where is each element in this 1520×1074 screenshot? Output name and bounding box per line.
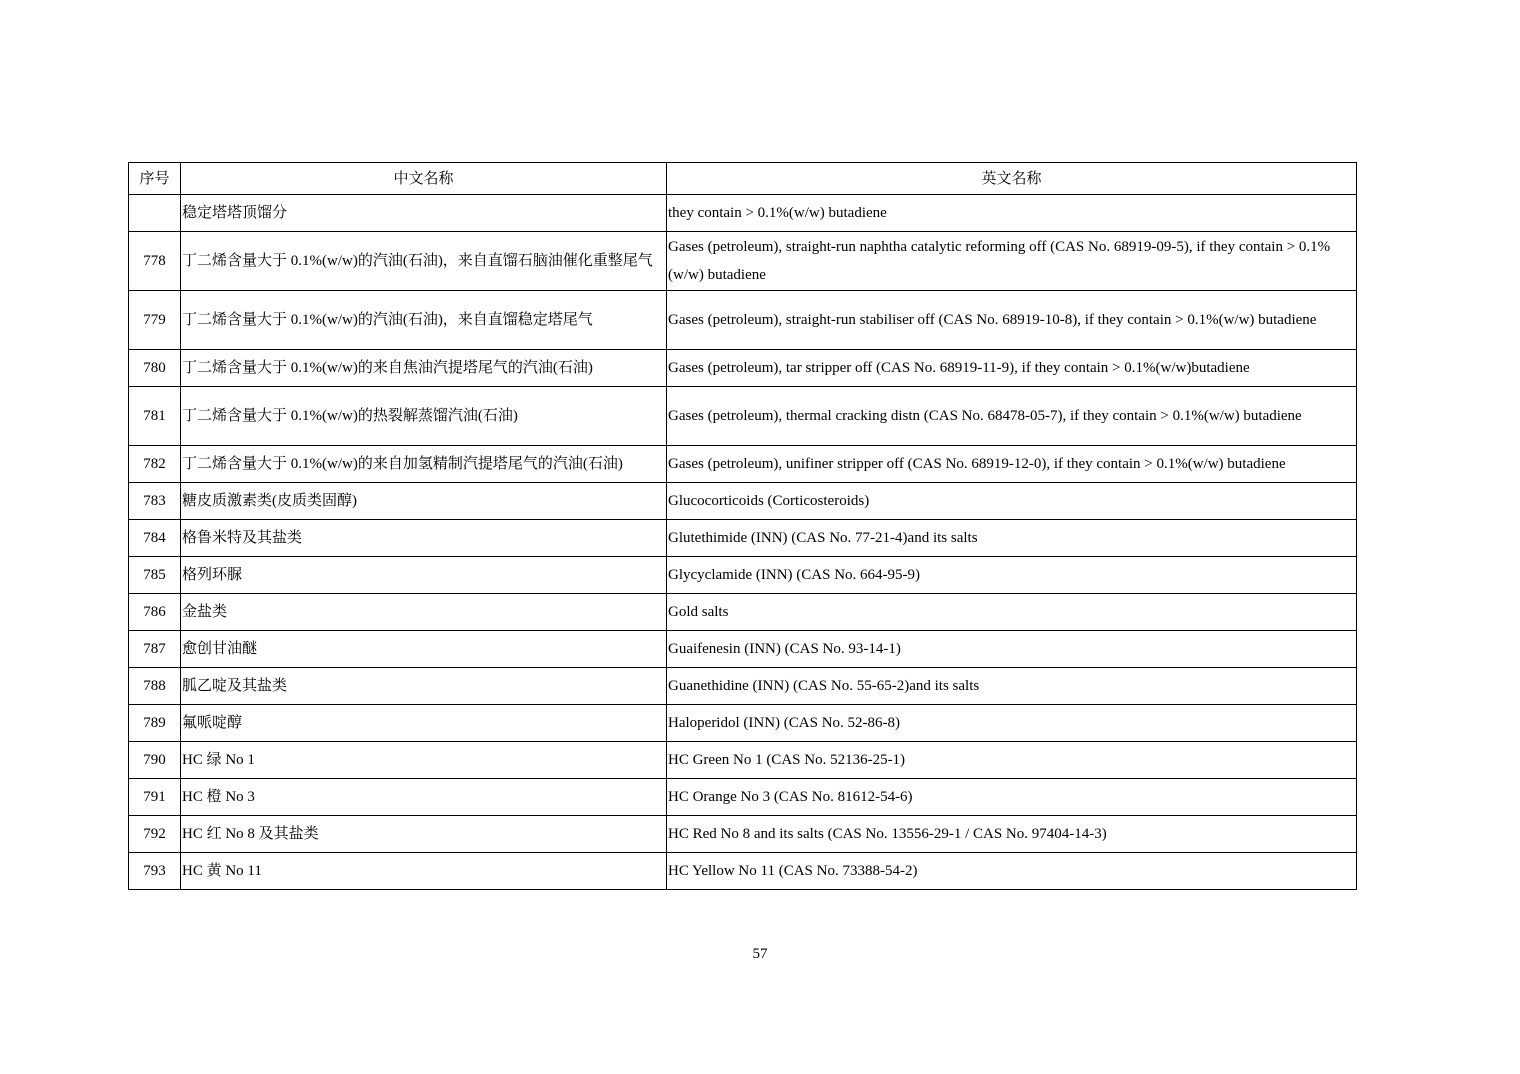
row-chinese-name: 丁二烯含量大于 0.1%(w/w)的来自焦油汽提塔尾气的汽油(石油) <box>181 350 667 387</box>
row-chinese-name: HC 绿 No 1 <box>181 742 667 779</box>
row-number: 792 <box>129 816 181 853</box>
row-number: 790 <box>129 742 181 779</box>
table-row <box>129 668 1357 705</box>
table-row <box>129 557 1357 594</box>
row-chinese-name: 愈创甘油醚 <box>181 631 667 668</box>
row-english-name: HC Green No 1 (CAS No. 52136-25-1) <box>667 742 1357 779</box>
row-number: 793 <box>129 853 181 890</box>
table-row <box>129 195 1357 232</box>
table-row <box>129 387 1357 446</box>
row-english-name: HC Orange No 3 (CAS No. 81612-54-6) <box>667 779 1357 816</box>
row-english-name: Gases (petroleum), thermal cracking distn (CAS No. 68478-05-7), if they contain > 0.1%(w/w) butadiene <box>667 387 1357 446</box>
row-chinese-name: HC 红 No 8 及其盐类 <box>181 816 667 853</box>
row-english-name: Glutethimide (INN) (CAS No. 77-21-4)and its salts <box>667 520 1357 557</box>
row-english-name: Gold salts <box>667 594 1357 631</box>
row-chinese-name: 丁二烯含量大于 0.1%(w/w)的来自加氢精制汽提塔尾气的汽油(石油) <box>181 446 667 483</box>
row-chinese-name: 丁二烯含量大于 0.1%(w/w)的热裂解蒸馏汽油(石油) <box>181 387 667 446</box>
row-english-name: they contain > 0.1%(w/w) butadiene <box>667 195 1357 232</box>
row-english-name: Glycyclamide (INN) (CAS No. 664-95-9) <box>667 557 1357 594</box>
row-chinese-name: HC 黄 No 11 <box>181 853 667 890</box>
row-chinese-name: 格鲁米特及其盐类 <box>181 520 667 557</box>
table-row <box>129 816 1357 853</box>
table-row <box>129 483 1357 520</box>
page-number: 57 <box>752 946 768 962</box>
row-number: 785 <box>129 557 181 594</box>
row-chinese-name: 丁二烯含量大于 0.1%(w/w)的汽油(石油)，来自直馏石脑油催化重整尾气 <box>181 232 667 291</box>
header-number: 序号 <box>129 163 181 195</box>
row-english-name: Gases (petroleum), tar stripper off (CAS No. 68919-11-9), if they contain > 0.1%(w/w)butadiene <box>667 350 1357 387</box>
row-number: 786 <box>129 594 181 631</box>
row-number: 780 <box>129 350 181 387</box>
row-english-name: Gases (petroleum), straight-run naphtha catalytic reforming off (CAS No. 68919-09-5), if they contain > 0.1%(w/w) butadiene <box>667 232 1357 291</box>
table-row <box>129 520 1357 557</box>
row-number: 784 <box>129 520 181 557</box>
header-english-name: 英文名称 <box>667 163 1357 195</box>
row-english-name: Gases (petroleum), unifiner stripper off (CAS No. 68919-12-0), if they contain > 0.1%(w/w) butadiene <box>667 446 1357 483</box>
row-english-name: HC Red No 8 and its salts (CAS No. 13556-29-1 / CAS No. 97404-14-3) <box>667 816 1357 853</box>
row-chinese-name: 金盐类 <box>181 594 667 631</box>
row-english-name: Gases (petroleum), straight-run stabiliser off (CAS No. 68919-10-8), if they contain > 0.1%(w/w) butadiene <box>667 291 1357 350</box>
row-chinese-name: 胍乙啶及其盐类 <box>181 668 667 705</box>
table-row <box>129 291 1357 350</box>
row-number <box>129 195 181 232</box>
table-row <box>129 742 1357 779</box>
row-number: 783 <box>129 483 181 520</box>
table-header-row <box>129 163 1357 195</box>
table-row <box>129 446 1357 483</box>
row-chinese-name: 丁二烯含量大于 0.1%(w/w)的汽油(石油)，来自直馏稳定塔尾气 <box>181 291 667 350</box>
row-number: 789 <box>129 705 181 742</box>
header-chinese-name: 中文名称 <box>181 163 667 195</box>
row-english-name: HC Yellow No 11 (CAS No. 73388-54-2) <box>667 853 1357 890</box>
row-number: 782 <box>129 446 181 483</box>
table-row <box>129 350 1357 387</box>
row-chinese-name: 氟哌啶醇 <box>181 705 667 742</box>
row-english-name: Glucocorticoids (Corticosteroids) <box>667 483 1357 520</box>
row-number: 788 <box>129 668 181 705</box>
substance-table <box>128 162 1357 890</box>
row-number: 778 <box>129 232 181 291</box>
table-row <box>129 594 1357 631</box>
row-chinese-name: HC 橙 No 3 <box>181 779 667 816</box>
table-row <box>129 853 1357 890</box>
row-number: 781 <box>129 387 181 446</box>
table-row <box>129 631 1357 668</box>
row-english-name: Haloperidol (INN) (CAS No. 52-86-8) <box>667 705 1357 742</box>
table-row <box>129 779 1357 816</box>
row-english-name: Guaifenesin (INN) (CAS No. 93-14-1) <box>667 631 1357 668</box>
row-chinese-name: 格列环脲 <box>181 557 667 594</box>
table-row <box>129 232 1357 291</box>
row-number: 787 <box>129 631 181 668</box>
row-number: 791 <box>129 779 181 816</box>
row-english-name: Guanethidine (INN) (CAS No. 55-65-2)and its salts <box>667 668 1357 705</box>
row-number: 779 <box>129 291 181 350</box>
table-row <box>129 705 1357 742</box>
row-chinese-name: 稳定塔塔顶馏分 <box>181 195 667 232</box>
row-chinese-name: 糖皮质激素类(皮质类固醇) <box>181 483 667 520</box>
